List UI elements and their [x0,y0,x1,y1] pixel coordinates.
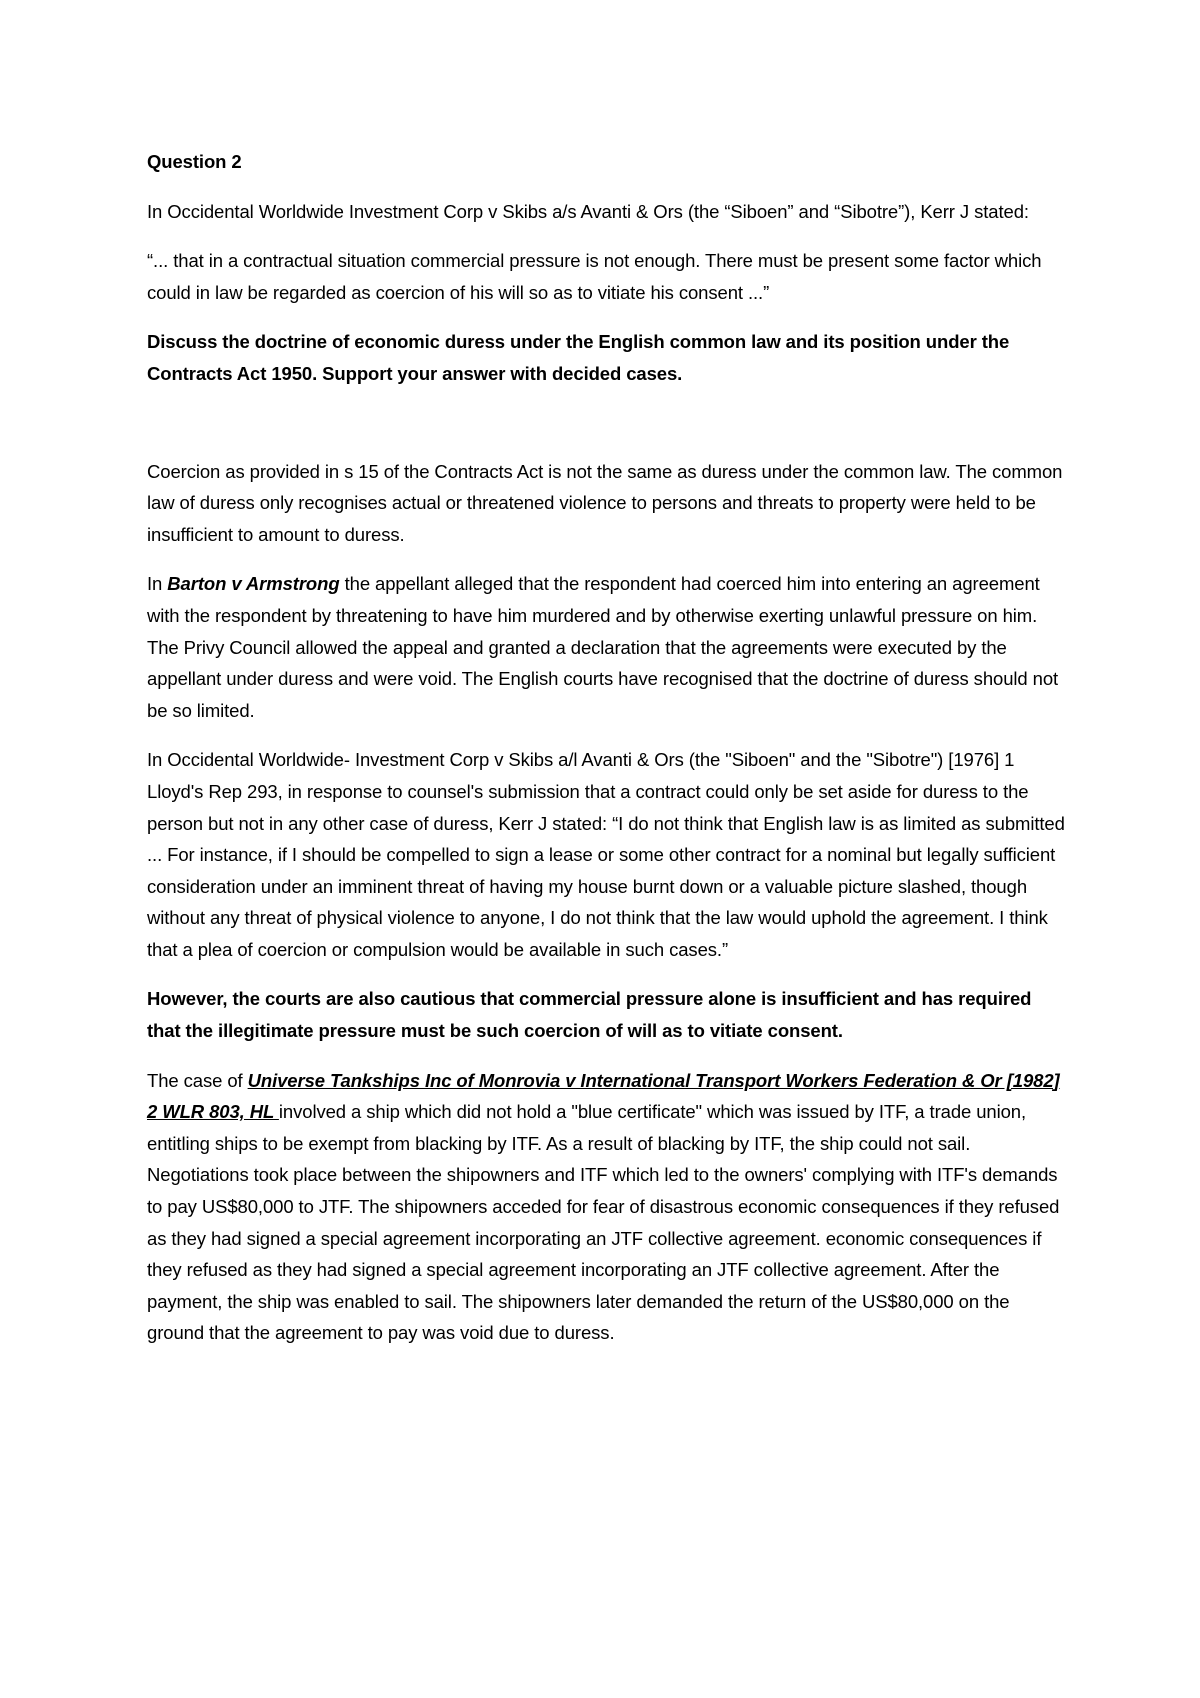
question-paragraph: Discuss the doctrine of economic duress under the English common law and its position under the Contracts Act 1950. Support your answer with decided cases. [147,331,1010,384]
barton-prefix: In [147,573,168,595]
spacer [147,408,1067,456]
paragraph-commercial-pressure: However, the courts are also cautious that commercial pressure alone is insufficient and has required that the illegitimate pressure must be such coercion of will as to vitiate consent. [147,988,1032,1042]
barton-text: the appellant alleged that the respondent had coerced him into entering an agreement with the respondent by threatening to have him murdered and by otherwise exerting unlawful pressure on him. The Privy Council allowed the appeal and granted a declaration that the agreements were executed by the appellant under duress and were void. The English courts have recognised that the doctrine of duress should not be so limited. [147,573,1059,721]
case-name-universe-tankships: Universe Tankships Inc of Monrovia v International Transport Workers Federation & Or [1982] 2 WLR 803, HL [147,1069,1060,1123]
paragraph-coercion: Coercion as provided in s 15 of the Contracts Act is not the same as duress under the common law. The common law of duress only recognises actual or threatened violence to persons and threats to property were held to be insufficient to amount to duress. [147,460,1063,545]
paragraph-occidental: In Occidental Worldwide- Investment Corp v Skibs a/l Avanti & Ors (the "Siboen" and the "Sibotre") [1976] 1 Lloyd's Rep 293, in response to counsel's submission that a contract could only be set aside for duress to the person but not in any other case of duress, Kerr J stated: “I do not think that English law is as limited as submitted ... For instance, if I should be compelled to sign a lease or some other contract for a nominal but legally sufficient consideration under an imminent threat of having my house burnt down or a valuable picture slashed, though without any threat of physical violence to anyone, I do not think that the law would uphold the agreement. I think that a plea of coercion or compulsion would be available in such cases.” [147,749,1065,960]
paragraph-barton [147,568,1067,726]
case-name-barton: Barton v Armstrong [167,573,340,595]
intro-paragraph: In Occidental Worldwide Investment Corp v Skibs a/s Avanti & Ors (the “Siboen” and “Sibotre”), Kerr J stated: [147,200,1029,222]
quote-paragraph: “... that in a contractual situation commercial pressure is not enough. There must be present some factor which could in law be regarded as coercion of his will so as to vitiate his consent ...” [147,250,1042,303]
question-heading: Question 2 [147,151,242,172]
paragraph-universe-tankships [147,1065,1067,1349]
universe-text: involved a ship which did not hold a "blue certificate" which was issued by ITF, a trade union, entitling ships to be exempt from blacking by ITF. As a result of blacking by ITF, the ship could not sail. Negotiations took place between the shipowners and ITF which led to the owners' complying with ITF's demands to pay US$80,000 to JTF. The shipowners acceded for fear of disastrous economic consequences if they refused as they had signed a special agreement incorporating an JTF collective agreement. economic consequences if they refused as they had signed a special agreement incorporating an JTF collective agreement. After the payment, the ship was enabled to sail. The shipowners later demanded the return of the US$80,000 on the ground that the agreement to pay was void due to duress. [147,1101,1060,1344]
universe-prefix: The case of [147,1069,248,1091]
document-body [147,146,1067,1367]
